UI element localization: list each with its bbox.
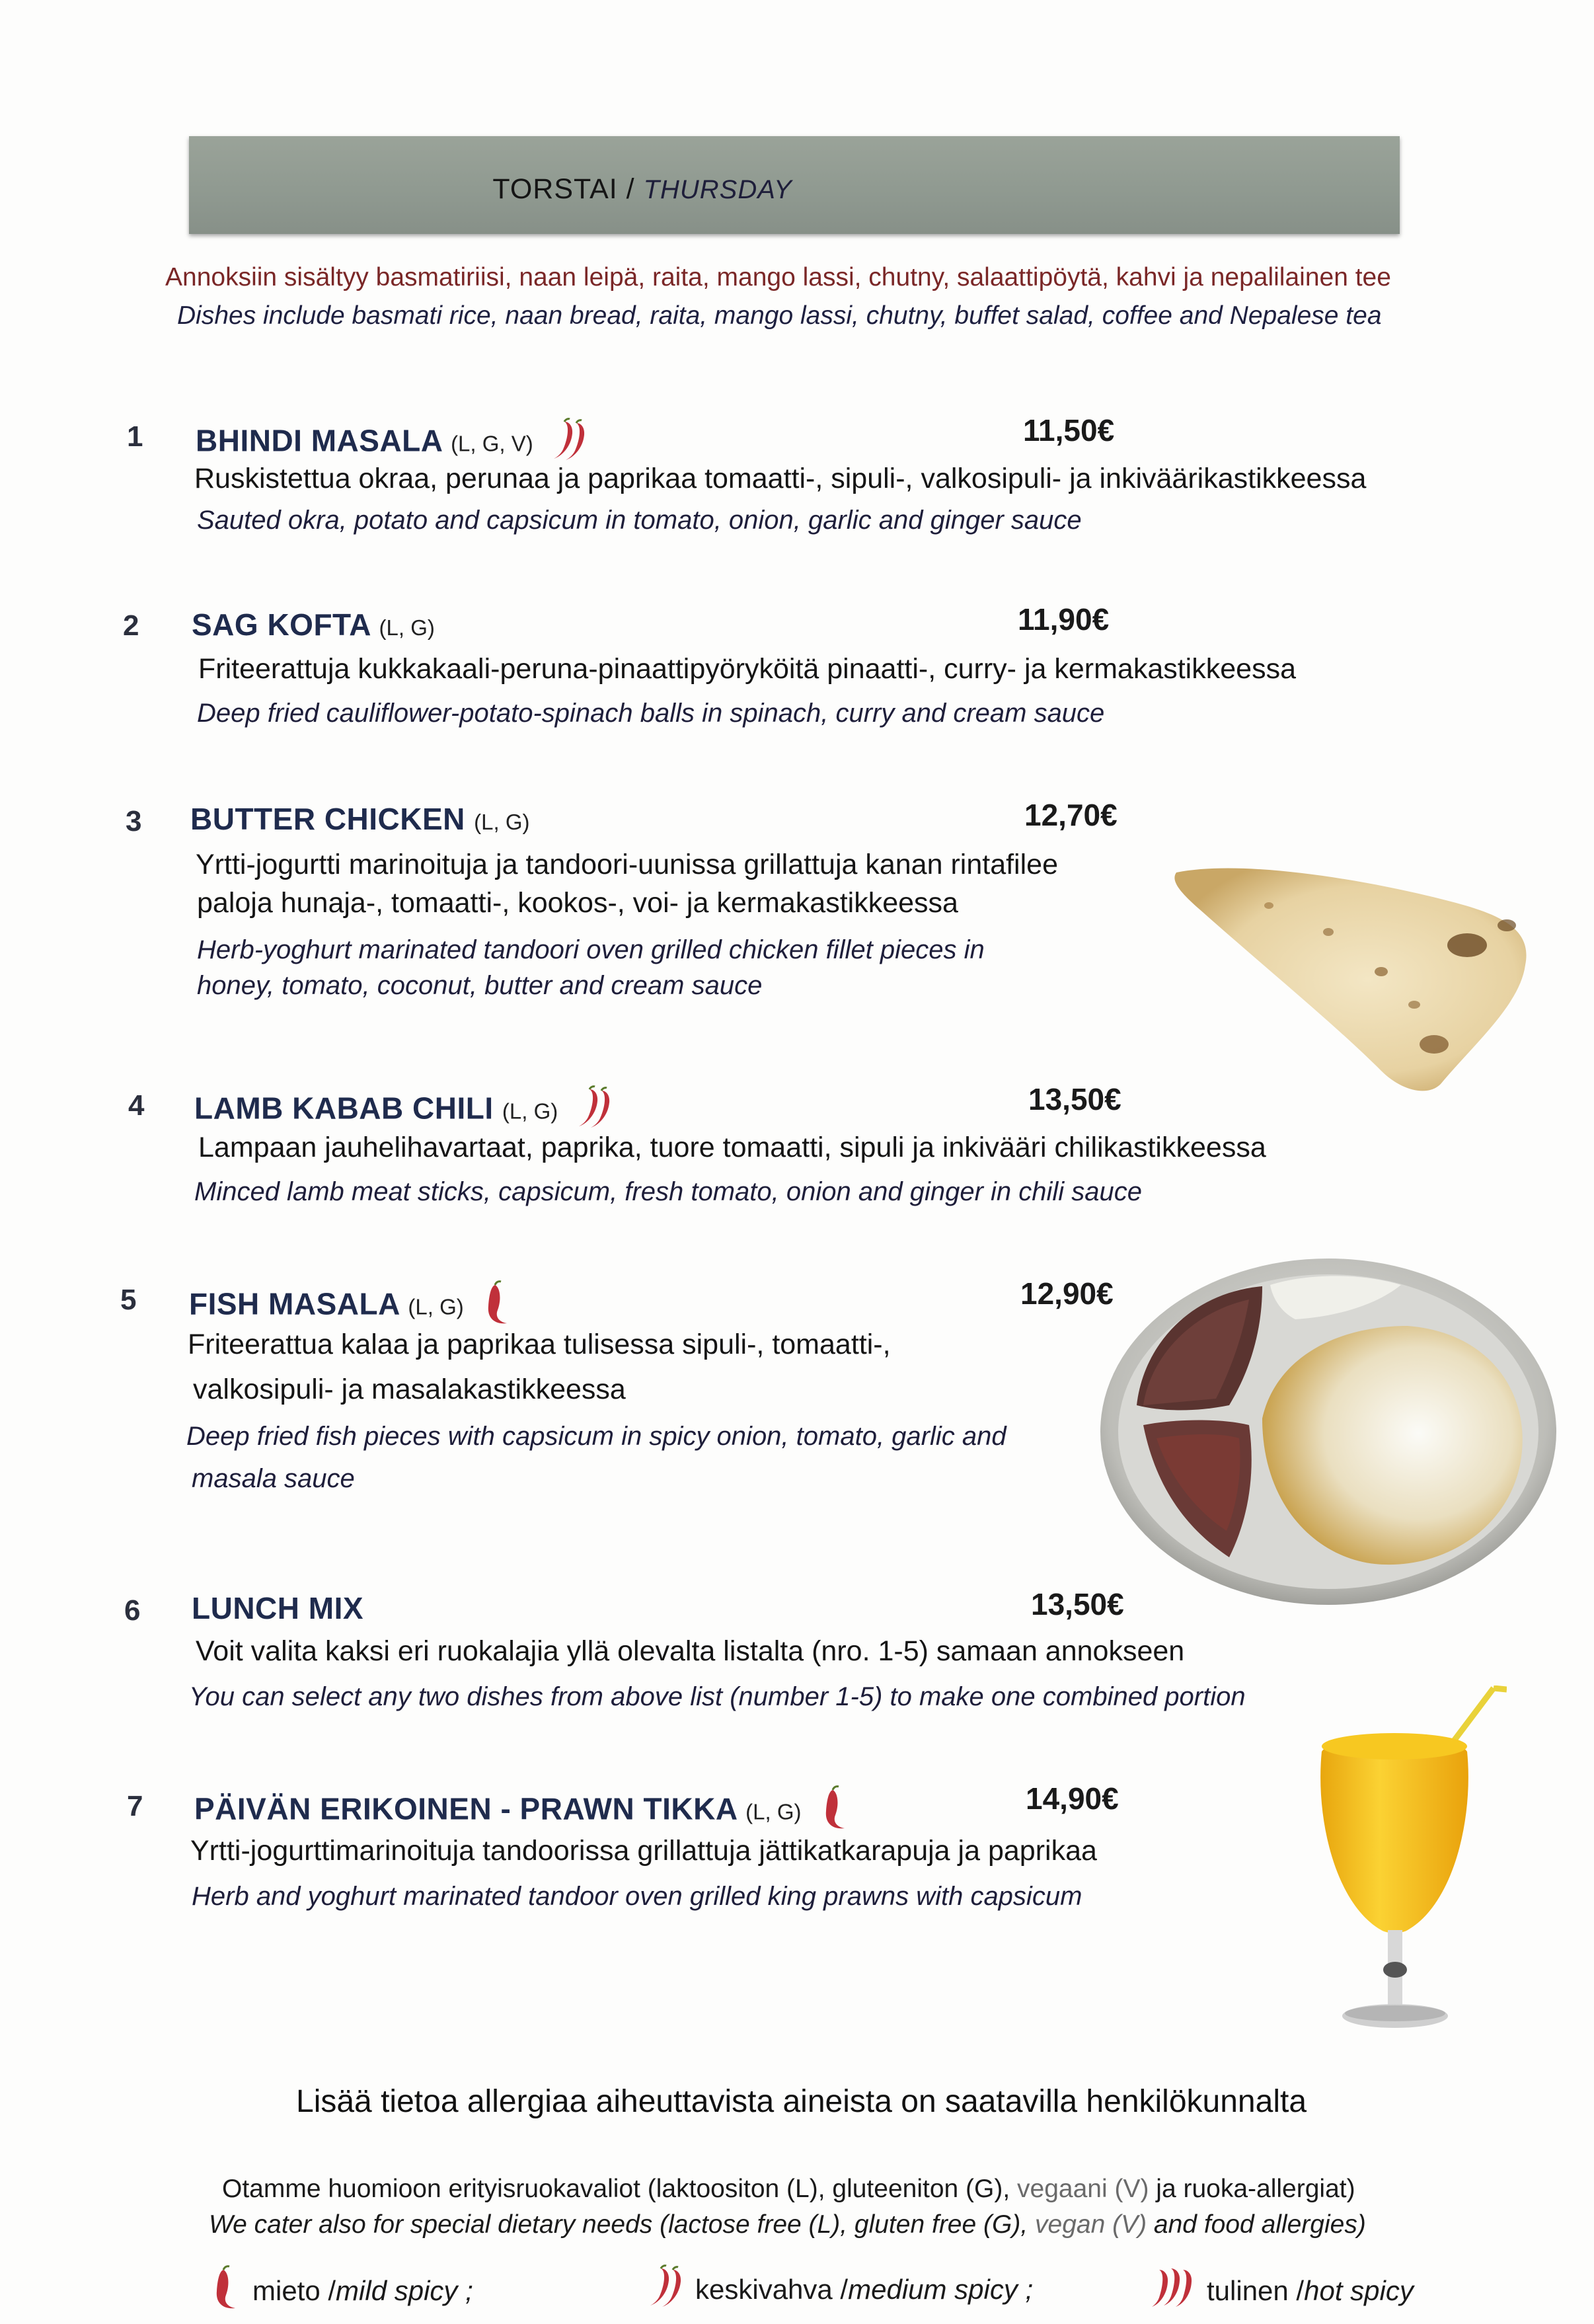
diet-tags: (L, G) [745,1799,802,1824]
day-title [492,161,1096,209]
dish-desc-fi: valkosipuli- ja masalakastikkeessa [193,1374,626,1405]
legend-medium-fi: keskivahva / [695,2274,849,2305]
dish-price: 12,70€ [1024,798,1118,832]
dish-subtitle: - PRAWN TIKKA [492,1791,737,1826]
dish-desc-en: Minced lamb meat sticks, capsicum, fresh tomato, onion and ginger in chili sauce [194,1177,1143,1206]
dish-name [190,801,530,837]
special-diets-fi-text: Otamme huomioon erityisruokavaliot (laktoositon (L), gluteeniton (G), [222,2175,1018,2203]
legend-hot [1150,2265,1414,2317]
legend-mild-en: mild spicy ; [336,2275,473,2306]
naan-bread-image [1163,853,1540,1097]
dish-desc-en: honey, tomato, coconut, butter and cream sauce [197,971,763,1000]
legend-hot-en: hot spicy [1304,2275,1414,2306]
legend-mild-fi: mieto / [252,2275,336,2306]
dish-name [192,607,435,642]
dish-price: 12,90€ [1020,1276,1114,1311]
mango-lassi-image [1309,1685,1507,2056]
special-diets-fi-end: ja ruoka-allergiat) [1149,2175,1355,2203]
dish-desc-en: Sauted okra, potato and capsicum in tomato, onion, garlic and ginger sauce [197,506,1082,535]
vegan-label-fi: vegaani (V) [1017,2175,1149,2203]
hot-chili-icon [1150,2265,1194,2317]
day-title-fi: TORSTAI / [492,173,644,205]
vegan-label-en: vegan (V) [1035,2210,1147,2239]
day-header-bar [189,136,1400,234]
dish-title: LAMB KABAB CHILI [194,1091,494,1126]
mild-chili-icon [210,2265,239,2317]
diet-tags: (L, G) [474,810,530,834]
dish-number: 7 [127,1790,143,1822]
dish-desc-en: You can select any two dishes from above list (number 1-5) to make one combined portion [189,1682,1246,1711]
legend-medium [648,2265,1033,2315]
diet-tags: (L, G) [502,1099,558,1124]
dish-title: BUTTER CHICKEN [190,802,465,836]
special-diets-fi [222,2175,1355,2204]
dish-desc-fi: Friteerattuja kukkakaali-peruna-pinaattipyöryköitä pinaatti-, curry- ja kermakastikkeessa [198,653,1296,685]
dish-number: 3 [126,805,142,837]
dish-desc-fi: Friteerattua kalaa ja paprikaa tulisessa sipuli-, tomaatti-, [188,1329,891,1360]
medium-chili-icon [648,2265,685,2315]
dish-desc-en: Herb and yoghurt marinated tandoor oven grilled king prawns with capsicum [192,1882,1082,1911]
dish-desc-en: masala sauce [192,1464,355,1493]
diet-tags: (L, G) [379,615,435,640]
allergy-info-note: Lisää tietoa allergiaa aiheuttavista aineista on saatavilla henkilökunnalta [296,2084,1307,2119]
dish-price: 11,90€ [1018,602,1110,637]
legend-hot-fi: tulinen / [1207,2275,1305,2306]
dish-number: 5 [120,1284,137,1316]
diet-tags: (L, G) [408,1294,464,1319]
dish-desc-fi: Ruskistettua okraa, perunaa ja paprikaa tomaatti-, sipuli-, valkosipuli- ja inkiväärikastikkeessa [194,463,1367,494]
dish-desc-fi: paloja hunaja-, tomaatti-, kookos-, voi- ja kermakastikkeessa [197,887,958,919]
dish-number: 2 [123,609,139,642]
dish-name [192,1590,363,1626]
dish-title: BHINDI MASALA [196,423,442,458]
day-title-en: THURSDAY [643,175,792,204]
dish-price: 13,50€ [1031,1587,1124,1621]
dish-desc-fi: Yrtti-jogurttimarinoituja tandoorissa grillattuja jättikatkarapuja ja paprikaa [190,1835,1097,1867]
special-diets-en [209,2210,1366,2239]
diet-tags: (L, G, V) [451,431,533,456]
dish-desc-en: Herb-yoghurt marinated tandoori oven grilled chicken fillet pieces in [197,935,985,964]
dish-desc-en: Deep fried cauliflower-potato-spinach balls in spinach, curry and cream sauce [197,699,1105,728]
dish-number: 4 [128,1089,145,1122]
dish-price: 14,90€ [1026,1781,1119,1816]
intro-english: Dishes include basmati rice, naan bread, raita, mango lassi, chutny, buffet salad, coffee and Nepalese tea [177,301,1382,330]
dish-desc-en: Deep fried fish pieces with capsicum in spicy onion, tomato, garlic and [186,1422,1006,1451]
dish-number: 1 [127,420,143,453]
dish-number: 6 [124,1594,141,1627]
mild-chili-icon [819,1785,849,1838]
dish-desc-fi: Yrtti-jogurtti marinoituja ja tandoori-uunissa grillattuja kanan rintafilee [196,849,1058,880]
legend-mild [210,2265,473,2317]
legend-medium-en: medium spicy ; [848,2274,1034,2305]
dish-title: SAG KOFTA [192,607,371,642]
dish-title: FISH MASALA [189,1286,400,1321]
intro-finnish: Annoksiin sisältyy basmatiriisi, naan leipä, raita, mango lassi, chutny, salaattipöytä, kahvi ja nepalilainen tee [165,263,1391,291]
dish-price: 13,50€ [1028,1082,1121,1116]
thali-plate-image [1097,1253,1560,1610]
dish-name [194,1785,849,1838]
dish-desc-fi: Lampaan jauhelihavartaat, paprika, tuore tomaatti, sipuli ja inkivääri chilikastikkeessa [198,1132,1266,1163]
dish-title: PÄIVÄN ERIKOINEN [194,1791,492,1826]
dish-desc-fi: Voit valita kaksi eri ruokalajia yllä olevalta listalta (nro. 1-5) samaan annokseen [196,1635,1185,1667]
special-diets-en-text: We cater also for special dietary needs (lactose free (L), gluten free (G), [209,2210,1035,2239]
dish-title: LUNCH MIX [192,1591,364,1625]
special-diets-en-end: and food allergies) [1147,2210,1366,2239]
dish-price: 11,50€ [1023,413,1115,447]
